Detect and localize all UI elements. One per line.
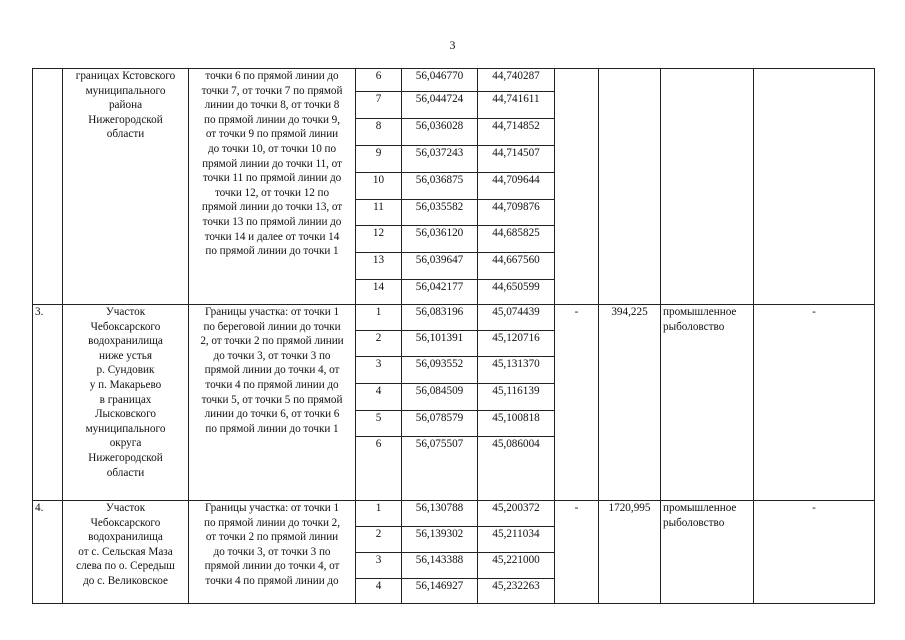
- text-line: точки 13 по прямой линии до: [202, 215, 342, 228]
- point-number: 4: [356, 579, 402, 604]
- text-line: Нижегородской: [88, 113, 163, 126]
- text-line: по прямой линии до точки 1: [205, 422, 339, 435]
- area-name: [63, 305, 189, 501]
- text-line: Участок: [105, 306, 146, 318]
- text-line: слева по о. Середыш: [76, 560, 175, 573]
- latitude: 56,075507: [402, 437, 478, 501]
- note-cell: -: [754, 305, 875, 501]
- text-line: округа: [109, 437, 142, 450]
- boundary-description: [189, 69, 356, 305]
- latitude: 56,039647: [402, 253, 478, 280]
- area-value: 1720,995: [599, 501, 661, 604]
- latitude: 56,037243: [402, 146, 478, 173]
- text-line: промышленное: [663, 306, 737, 318]
- text-line: области: [106, 466, 145, 479]
- text-line: прямой линии до точки 11, от: [202, 157, 342, 170]
- text-line: Лысковского: [94, 408, 157, 421]
- text-line: Чебоксарского: [90, 516, 161, 529]
- text-line: муниципального: [85, 422, 166, 435]
- longitude: 44,650599: [478, 280, 555, 305]
- text-line: ниже устья: [98, 349, 152, 362]
- text-line: по прямой линии до точки 2,: [204, 516, 340, 529]
- text-line: водохранилища: [88, 531, 163, 544]
- longitude: 45,211034: [478, 527, 555, 553]
- point-number: 12: [356, 226, 402, 253]
- latitude: 56,042177: [402, 280, 478, 305]
- longitude: 44,714852: [478, 119, 555, 146]
- text-line: области: [106, 128, 145, 141]
- empty-cell: [661, 69, 754, 305]
- text-line: рыболовство: [663, 516, 725, 529]
- latitude: 56,101391: [402, 331, 478, 357]
- text-line: границах Кстовского: [75, 70, 176, 82]
- longitude: 45,200372: [478, 501, 555, 527]
- table-row: [33, 501, 875, 527]
- longitude: 45,074439: [478, 305, 555, 331]
- text-line: от точки 2 по прямой линии: [205, 531, 339, 544]
- text-line: точки 11 по прямой линии до: [202, 172, 342, 185]
- point-number: 14: [356, 280, 402, 305]
- row-number: 3.: [33, 305, 63, 501]
- latitude: 56,139302: [402, 527, 478, 553]
- latitude: 56,036120: [402, 226, 478, 253]
- longitude: 44,709876: [478, 200, 555, 226]
- text-line: точки 4 по прямой линии до: [205, 574, 339, 587]
- text-line: от с. Сельская Маза: [78, 545, 173, 558]
- usage-type: [661, 305, 754, 501]
- fishing-areas-table: [32, 68, 875, 604]
- text-line: водохранилища: [88, 335, 163, 348]
- text-line: до точки 10, от точки 10 по: [208, 142, 336, 155]
- text-line: Границы участка: от точки 1: [204, 502, 340, 514]
- point-number: 11: [356, 200, 402, 226]
- latitude: 56,143388: [402, 553, 478, 579]
- text-line: до точки 3, от точки 3 по: [213, 349, 331, 362]
- longitude: 45,120716: [478, 331, 555, 357]
- latitude: 56,084509: [402, 384, 478, 411]
- longitude: 44,685825: [478, 226, 555, 253]
- text-line: точки 5, от точки 5 по прямой: [201, 393, 343, 406]
- text-line: точки 14 и далее от точки 14: [204, 230, 340, 243]
- dash-cell: -: [555, 305, 599, 501]
- longitude: 44,741611: [478, 92, 555, 119]
- longitude: 45,100818: [478, 411, 555, 437]
- usage-type: [661, 501, 754, 604]
- point-number: 3: [356, 553, 402, 579]
- text-line: Нижегородской: [88, 451, 163, 464]
- text-line: линии до точки 6, от точки 6: [204, 408, 340, 421]
- point-number: 7: [356, 92, 402, 119]
- latitude: 56,083196: [402, 305, 478, 331]
- point-number: 13: [356, 253, 402, 280]
- table-row: [33, 69, 875, 92]
- point-number: 10: [356, 173, 402, 200]
- empty-cell: [555, 69, 599, 305]
- boundary-description: [189, 501, 356, 604]
- text-line: Границы участка: от точки 1: [204, 306, 340, 318]
- point-number: 9: [356, 146, 402, 173]
- point-number: 5: [356, 411, 402, 437]
- point-number: 3: [356, 357, 402, 384]
- text-line: промышленное: [663, 502, 737, 514]
- longitude: 44,740287: [478, 69, 555, 92]
- longitude: 44,667560: [478, 253, 555, 280]
- boundary-description: [189, 305, 356, 501]
- latitude: 56,078579: [402, 411, 478, 437]
- text-line: по прямой линии до точки 9,: [204, 113, 340, 126]
- latitude: 56,036028: [402, 119, 478, 146]
- text-line: по прямой линии до точки 1: [205, 245, 339, 258]
- point-number: 1: [356, 501, 402, 527]
- dash-cell: -: [555, 501, 599, 604]
- empty-cell: [754, 69, 875, 305]
- text-line: р. Сундовик: [96, 364, 155, 377]
- point-number: 2: [356, 527, 402, 553]
- text-line: прямой линии до точки 4, от: [204, 560, 340, 573]
- area-value: 394,225: [599, 305, 661, 501]
- text-line: точки 6 по прямой линии до: [205, 70, 339, 82]
- text-line: у п. Макарьево: [89, 378, 162, 391]
- point-number: 6: [356, 437, 402, 501]
- text-line: в границах: [99, 393, 152, 406]
- table-row: [33, 305, 875, 331]
- text-line: Чебоксарского: [90, 320, 161, 333]
- text-line: от точки 9 по прямой линии: [205, 128, 339, 141]
- point-number: 1: [356, 305, 402, 331]
- text-line: Участок: [105, 502, 146, 514]
- text-line: точки 12, от точки 12 по: [214, 186, 330, 199]
- longitude: 45,221000: [478, 553, 555, 579]
- point-number: 6: [356, 69, 402, 92]
- text-line: точки 7, от точки 7 по прямой: [201, 84, 343, 97]
- page-number: 3: [449, 38, 456, 52]
- longitude: 45,131370: [478, 357, 555, 384]
- latitude: 56,036875: [402, 173, 478, 200]
- text-line: рыболовство: [663, 320, 725, 333]
- longitude: 44,709644: [478, 173, 555, 200]
- text-line: до точки 3, от точки 3 по: [213, 545, 331, 558]
- latitude: 56,044724: [402, 92, 478, 119]
- row-number: [33, 69, 63, 305]
- longitude: 45,116139: [478, 384, 555, 411]
- note-cell: -: [754, 501, 875, 604]
- latitude: 56,035582: [402, 200, 478, 226]
- text-line: прямой линии до точки 4, от: [204, 364, 340, 377]
- point-number: 2: [356, 331, 402, 357]
- latitude: 56,046770: [402, 69, 478, 92]
- text-line: муниципального: [85, 84, 166, 97]
- point-number: 8: [356, 119, 402, 146]
- latitude: 56,146927: [402, 579, 478, 604]
- point-number: 4: [356, 384, 402, 411]
- text-line: по береговой линии до точки: [203, 320, 341, 333]
- latitude: 56,093552: [402, 357, 478, 384]
- text-line: 2, от точки 2 по прямой линии: [200, 335, 344, 348]
- area-name: [63, 69, 189, 305]
- empty-cell: [599, 69, 661, 305]
- longitude: 45,086004: [478, 437, 555, 501]
- text-line: района: [108, 99, 143, 112]
- area-name: [63, 501, 189, 604]
- text-line: точки 4 по прямой линии до: [205, 378, 339, 391]
- row-number: 4.: [33, 501, 63, 604]
- text-line: линии до точки 8, от точки 8: [204, 99, 340, 112]
- longitude: 44,714507: [478, 146, 555, 173]
- text-line: прямой линии до точки 13, от: [201, 201, 343, 214]
- latitude: 56,130788: [402, 501, 478, 527]
- longitude: 45,232263: [478, 579, 555, 604]
- table-body: [33, 69, 875, 604]
- text-line: до с. Великовское: [83, 574, 168, 587]
